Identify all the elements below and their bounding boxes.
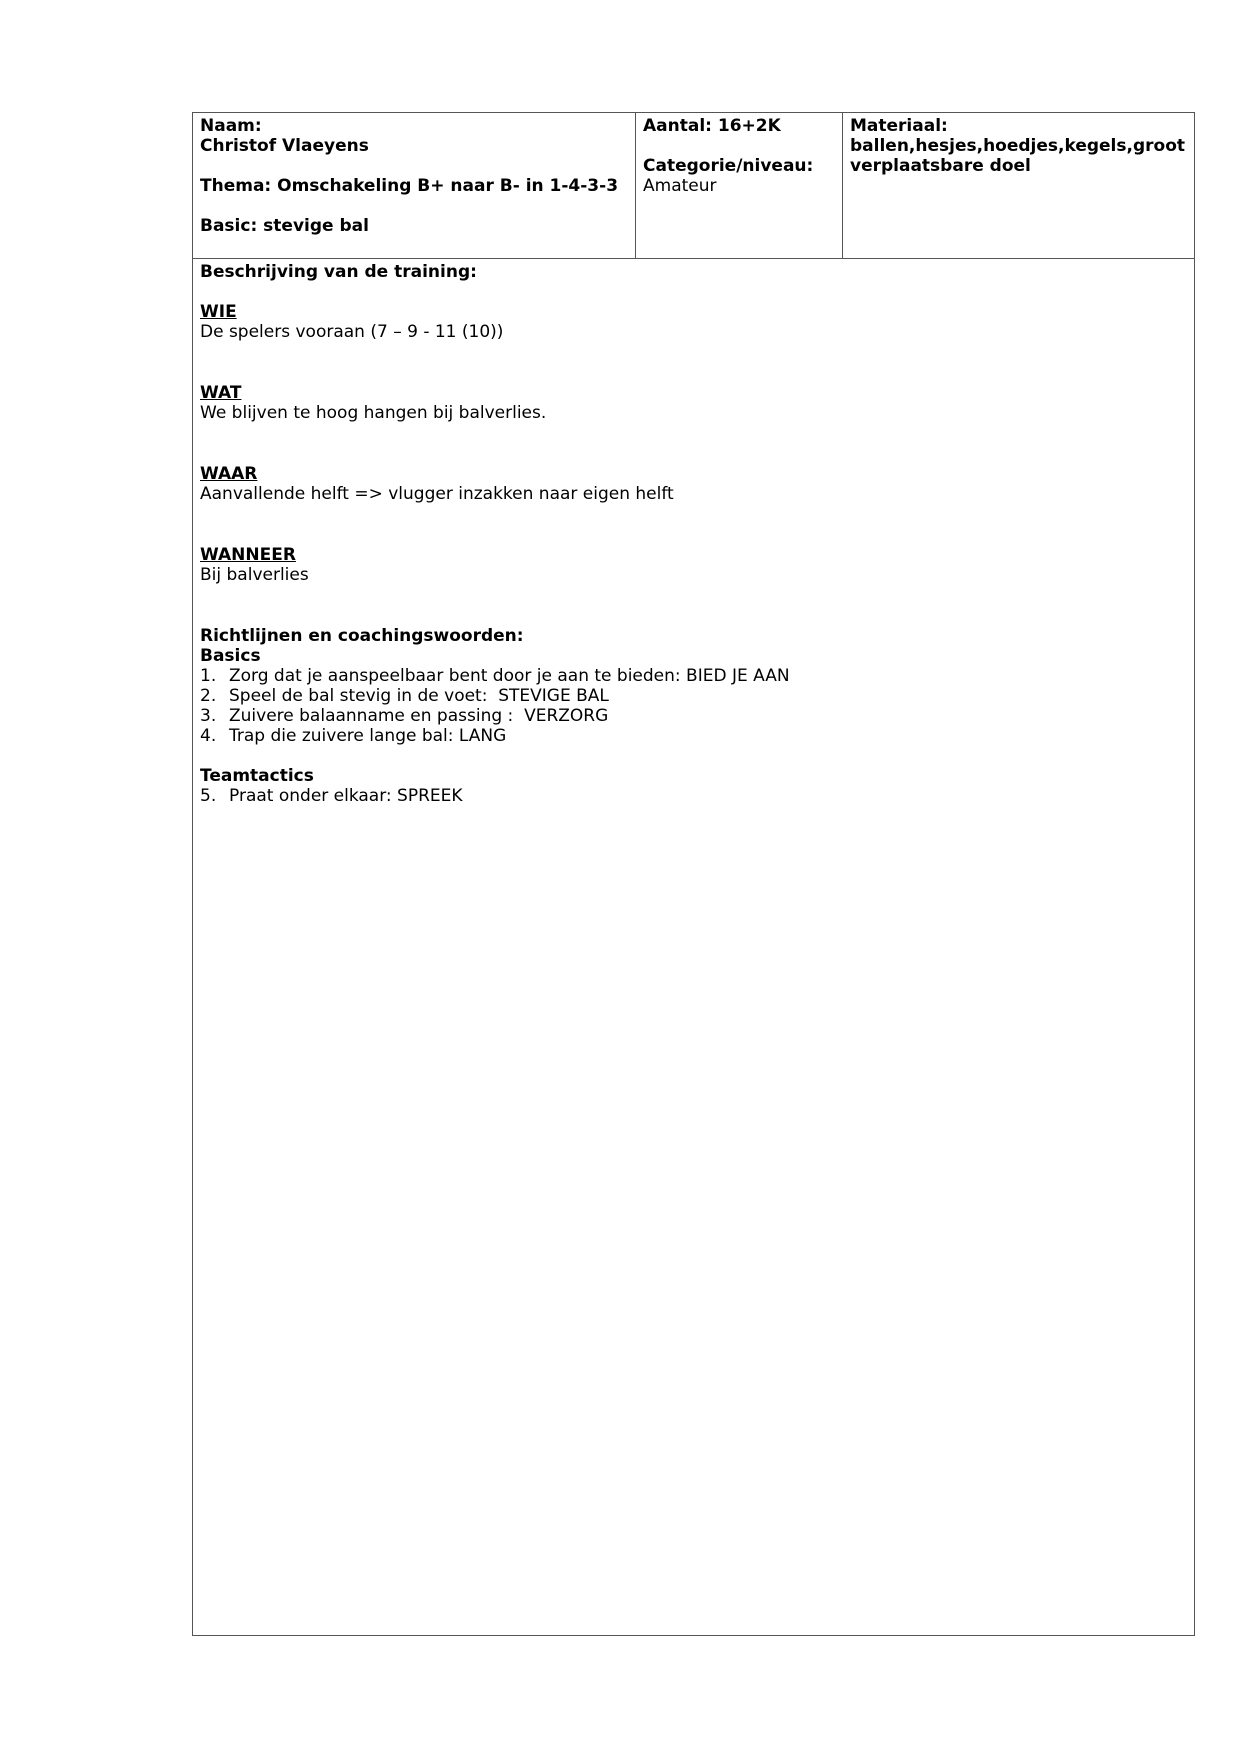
name-cell bbox=[193, 113, 636, 258]
section-text: Bij balverlies bbox=[200, 565, 309, 585]
section-wie bbox=[200, 302, 1187, 342]
list-item bbox=[200, 686, 1187, 706]
list-item bbox=[200, 726, 1187, 746]
basics-list bbox=[200, 666, 1187, 746]
list-item bbox=[200, 666, 1187, 686]
count-cell bbox=[636, 113, 843, 258]
header-row bbox=[193, 113, 1194, 259]
section-heading: WIE bbox=[200, 302, 237, 322]
naam-value: Christof Vlaeyens bbox=[200, 136, 369, 156]
guidelines-title: Richtlijnen en coachingswoorden: bbox=[200, 626, 524, 646]
section-text: Aanvallende helft => vlugger inzakken naar eigen helft bbox=[200, 484, 674, 504]
section-waar bbox=[200, 464, 1187, 504]
basics-title: Basics bbox=[200, 646, 261, 666]
list-text: Praat onder elkaar: SPREEK bbox=[229, 786, 463, 806]
section-heading: WAT bbox=[200, 383, 242, 403]
list-text: Speel de bal stevig in de voet: STEVIGE BAL bbox=[229, 686, 609, 706]
materiaal-label: Materiaal: bbox=[850, 116, 948, 136]
section-wat bbox=[200, 383, 1187, 423]
naam-label: Naam: bbox=[200, 116, 262, 136]
list-number: 1. bbox=[200, 666, 217, 686]
list-item bbox=[200, 706, 1187, 726]
list-number: 5. bbox=[200, 786, 217, 806]
materiaal-line-1: ballen,hesjes,hoedjes,kegels,groot bbox=[850, 136, 1186, 156]
list-item bbox=[200, 786, 1187, 806]
list-number: 3. bbox=[200, 706, 217, 726]
list-text: Zuivere balaanname en passing : VERZORG bbox=[229, 706, 609, 726]
section-text: We blijven te hoog hangen bij balverlies. bbox=[200, 403, 547, 423]
basic: Basic: stevige bal bbox=[200, 216, 369, 236]
categorie-label: Categorie/niveau: bbox=[643, 156, 814, 176]
training-sheet bbox=[192, 112, 1195, 1636]
categorie-value: Amateur bbox=[643, 176, 717, 196]
section-heading: WANNEER bbox=[200, 545, 296, 565]
list-number: 2. bbox=[200, 686, 217, 706]
description-title: Beschrijving van de training: bbox=[200, 262, 477, 282]
list-text: Zorg dat je aanspeelbaar bent door je aan te bieden: BIED JE AAN bbox=[229, 666, 790, 686]
teamtactics-list bbox=[200, 786, 1187, 806]
material-cell bbox=[843, 113, 1194, 258]
description-area bbox=[193, 259, 1194, 809]
section-text: De spelers vooraan (7 – 9 - 11 (10)) bbox=[200, 322, 504, 342]
materiaal-line-2: verplaatsbare doel bbox=[850, 156, 1031, 176]
section-heading: WAAR bbox=[200, 464, 258, 484]
teamtactics-title: Teamtactics bbox=[200, 766, 314, 786]
thema: Thema: Omschakeling B+ naar B- in 1-4-3-3 bbox=[200, 176, 619, 196]
aantal: Aantal: 16+2K bbox=[643, 116, 781, 136]
list-text: Trap die zuivere lange bal: LANG bbox=[229, 726, 507, 746]
section-wanneer bbox=[200, 545, 1187, 585]
list-number: 4. bbox=[200, 726, 217, 746]
